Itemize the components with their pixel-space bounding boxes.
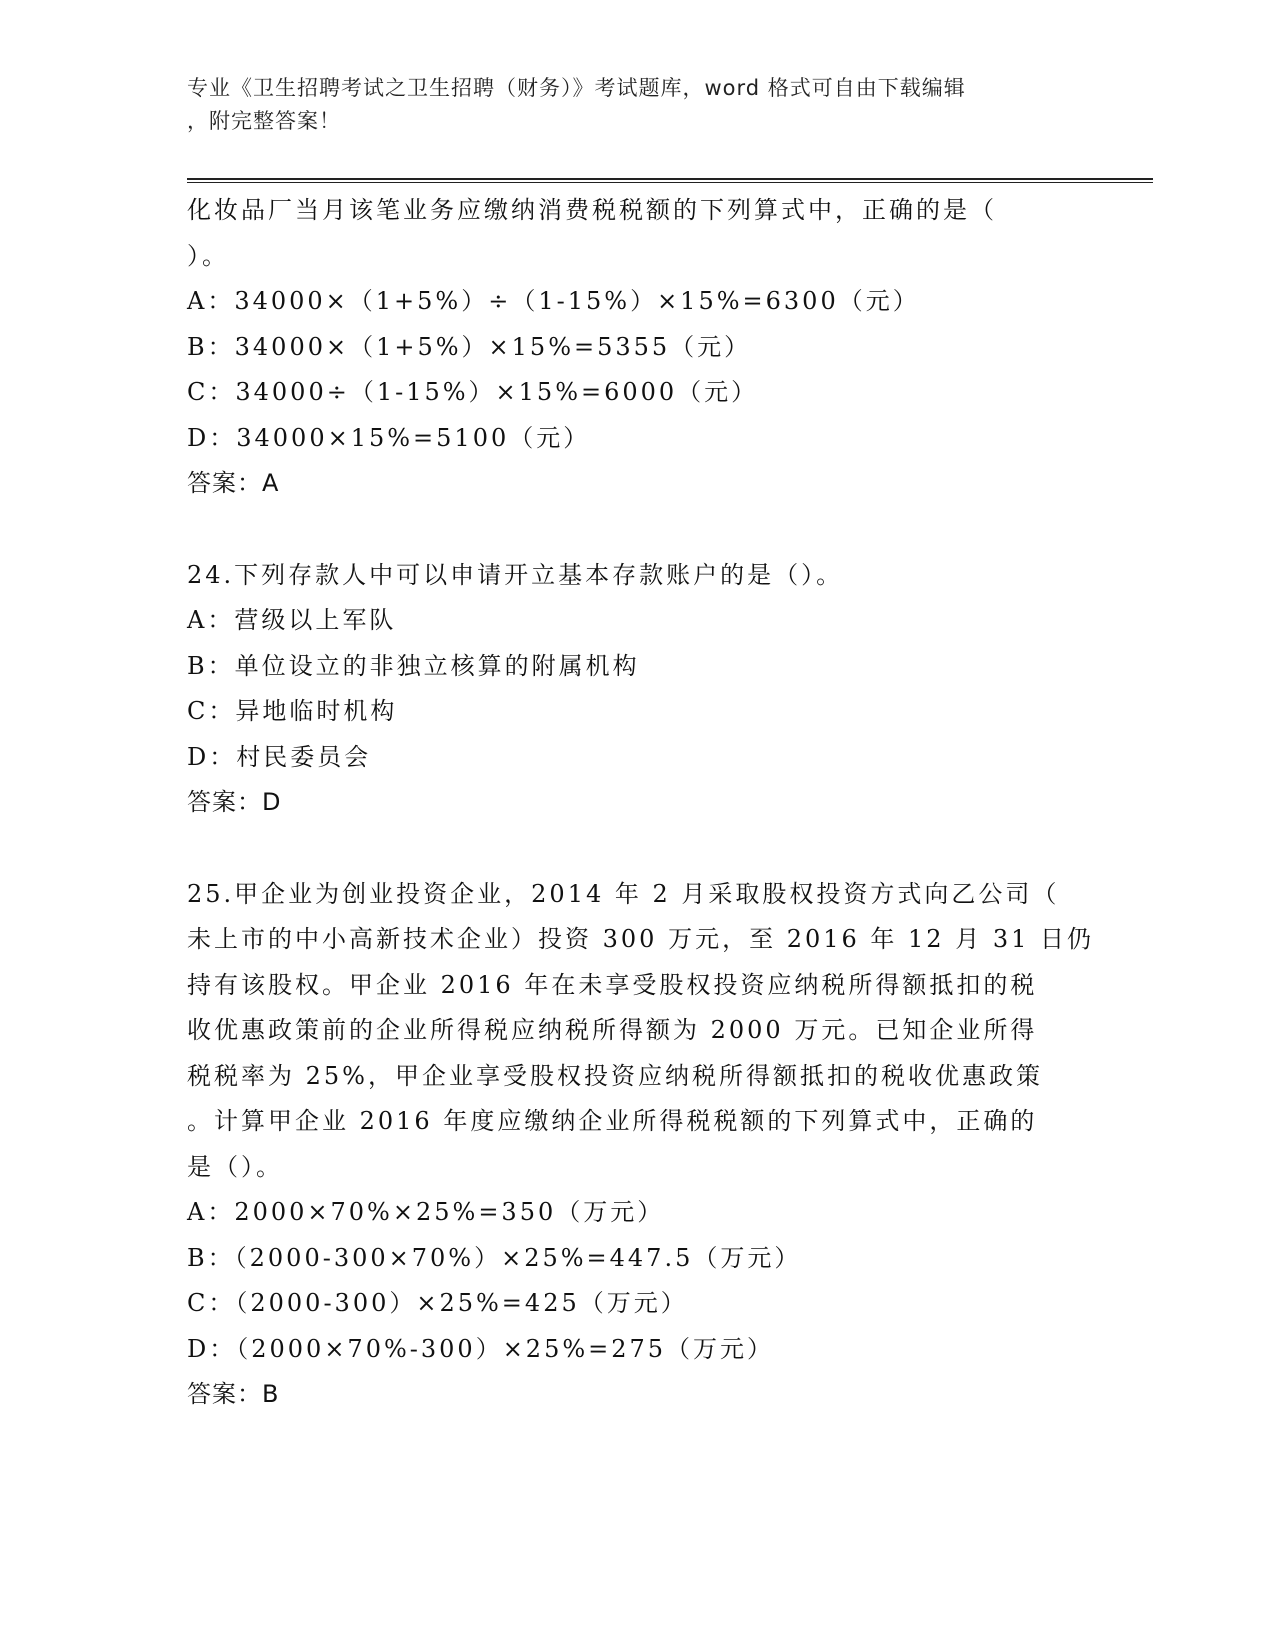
option-c: C：（2000-300）×25%=425（万元） — [187, 1289, 688, 1317]
option-a: A：营级以上军队 — [187, 606, 397, 634]
option-c: C：异地临时机构 — [187, 697, 398, 725]
question-list — [187, 188, 1094, 1418]
header-line-2: ，附完整答案！ — [187, 109, 341, 133]
option-b: B：34000×（1+5%）×15%=5355（元） — [187, 332, 752, 361]
question-23 — [187, 188, 1087, 507]
question-stem-line: 24.下列存款人中可以申请开立基本存款账户的是（）。 — [187, 560, 844, 589]
question-stem-line: 收优惠政策前的企业所得税应纳税所得额为 2000 万元。已知企业所得 — [187, 1016, 1038, 1044]
answer-line: 答案：D — [187, 788, 282, 816]
option-c: C：34000÷（1-15%）×15%=6000（元） — [187, 378, 759, 406]
header-divider — [187, 178, 1153, 183]
question-stem-line: 25.甲企业为创业投资企业，2014 年 2 月采取股权投资方式向乙公司（ — [187, 879, 1060, 908]
spacer — [187, 507, 1087, 553]
option-a: A：2000×70%×25%=350（万元） — [187, 1198, 665, 1226]
option-d: D：34000×15%=5100（元） — [187, 423, 591, 452]
question-stem-line: 。计算甲企业 2016 年度应缴纳企业所得税税额的下列算式中，正确的 — [187, 1107, 1038, 1135]
question-25 — [187, 872, 1094, 1418]
answer-line: 答案：B — [187, 1380, 280, 1408]
option-a: A：34000×（1+5%）÷（1-15%）×15%=6300（元） — [187, 287, 920, 315]
option-b: B：单位设立的非独立核算的附属机构 — [187, 651, 640, 680]
question-stem-line: 是（）。 — [187, 1152, 283, 1181]
option-d: D：（2000×70%-300）×25%=275（万元） — [187, 1334, 775, 1363]
header-line-1: 专业《卫生招聘考试之卫生招聘（财务）》考试题库，word 格式可自由下载编辑 — [187, 76, 966, 100]
option-b: B：（2000-300×70%）×25%=447.5（万元） — [187, 1243, 802, 1272]
question-stem-line: 税税率为 25%，甲企业享受股权投资应纳税所得额抵扣的税收优惠政策 — [187, 1061, 1043, 1090]
question-stem-line: 化妆品厂当月该笔业务应缴纳消费税税额的下列算式中，正确的是（ — [187, 196, 997, 224]
spacer — [187, 826, 1087, 872]
answer-line: 答案：A — [187, 469, 280, 497]
question-stem-line: 未上市的中小高新技术企业）投资 300 万元，至 2016 年 12 月 31 日仍 — [187, 925, 1094, 953]
question-24 — [187, 553, 1087, 826]
question-stem-line: ）。 — [187, 241, 229, 270]
page-header — [187, 72, 1067, 138]
option-d: D：村民委员会 — [187, 742, 372, 771]
question-stem-line: 持有该股权。甲企业 2016 年在未享受股权投资应纳税所得额抵扣的税 — [187, 970, 1038, 999]
